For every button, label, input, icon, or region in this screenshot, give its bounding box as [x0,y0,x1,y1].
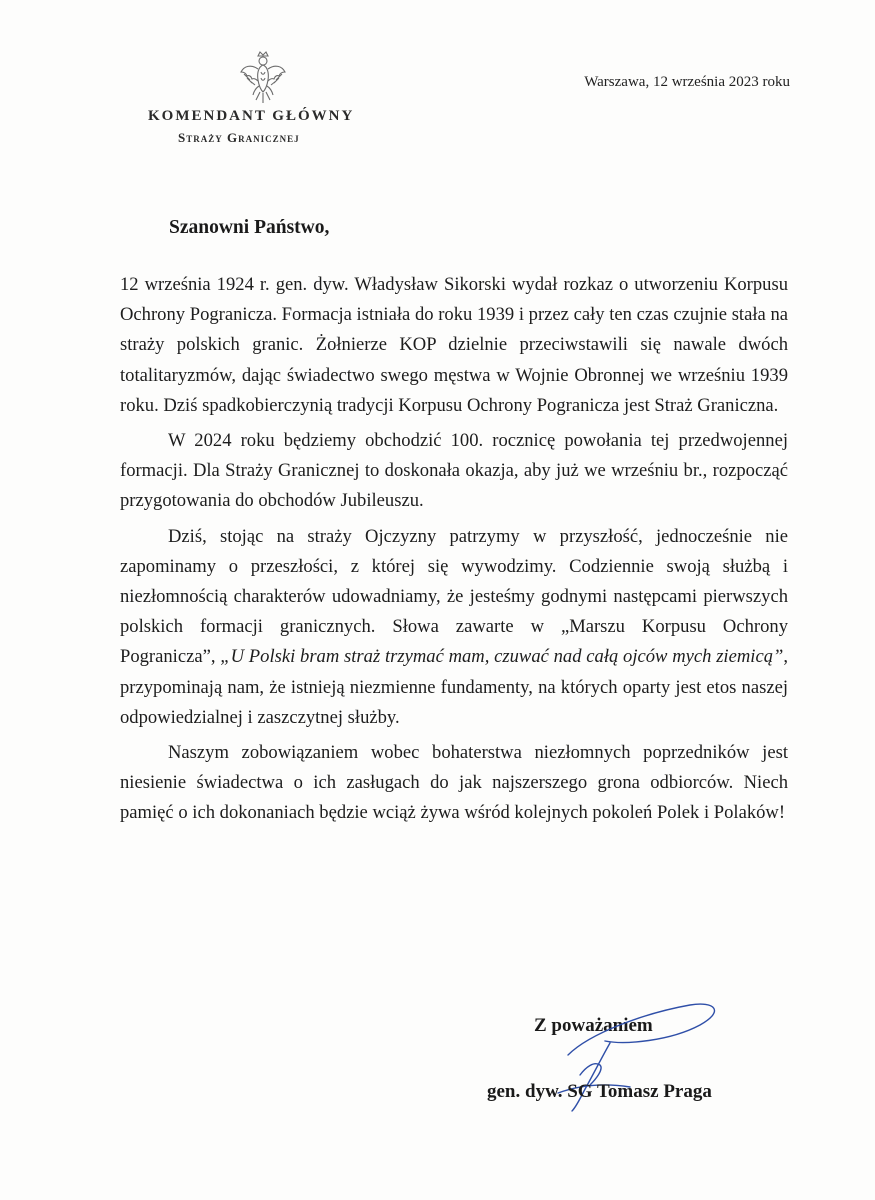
closing-phrase: Z poważaniem [534,1015,653,1036]
letter-body [120,270,788,834]
paragraph-3-text: Dziś, stojąc na straży Ojczyzny patrzymy w przyszłość, jednocześnie nie zapominamy o przeszłości, z której się wywodzimy. Codziennie swoją służbą i niezłomnością charakterów udowadniamy, że jesteśmy godnymi następcami pierwszych polskich formacji granicznych. Słowa zawarte w „Marszu Korpusu Ochrony Pogranicza”, [120,525,788,668]
office-subtitle: Straży Granicznej [178,130,300,145]
paragraph-4: Naszym zobowiązaniem wobec bohaterstwa niezłomnych poprzedników jest niesienie świadectwa o ich zasługach do jak najszerszego grona odbiorców. Niech pamięć o ich dokonaniach będzie wciąż żywa wśród kolejnych pokoleń Polek i Polaków! [120,742,788,824]
salutation: Szanowni Państwo, [169,217,330,238]
paragraph-3 [120,522,788,733]
paragraph-2: W 2024 roku będziemy obchodzić 100. rocznicę powołania tej przedwojennej formacji. Dla Straży Granicznej to doskonała okazja, aby już we wrześniu br., rozpocząć przygotowania do obchodów Jubileuszu. [120,430,788,512]
signer-name: gen. dyw. SG Tomasz Praga [487,1081,712,1102]
place-and-date: Warszawa, 12 września 2023 roku [584,74,790,90]
polish-eagle-emblem-icon [238,50,288,108]
march-quote: „U Polski bram straż trzymać mam, czuwać nad całą ojców mych ziemicą” [220,646,784,668]
paragraph-1: 12 września 1924 r. gen. dyw. Władysław Sikorski wydał rozkaz o utworzeniu Korpusu Ochrony Pogranicza. Formacja istniała do roku 1939 i przez cały ten czas czujnie stała na straży polskich granic. Żołnierze KOP dzielnie przeciwstawili się nawale dwóch totalitaryzmów, dając świadectwo swego męstwa w Wojnie Obronnej we wrześniu 1939 roku. Dziś spadkobierczynią tradycji Korpusu Ochrony Pogranicza jest Straż Graniczna. [120,274,788,416]
office-title: KOMENDANT GŁÓWNY [148,108,355,124]
paragraph-3-text-end: , przypominają nam, że istnieją niezmienne fundamenty, na których oparty jest etos naszej odpowiedzialnej i zaszczytnej służby. [120,646,788,728]
